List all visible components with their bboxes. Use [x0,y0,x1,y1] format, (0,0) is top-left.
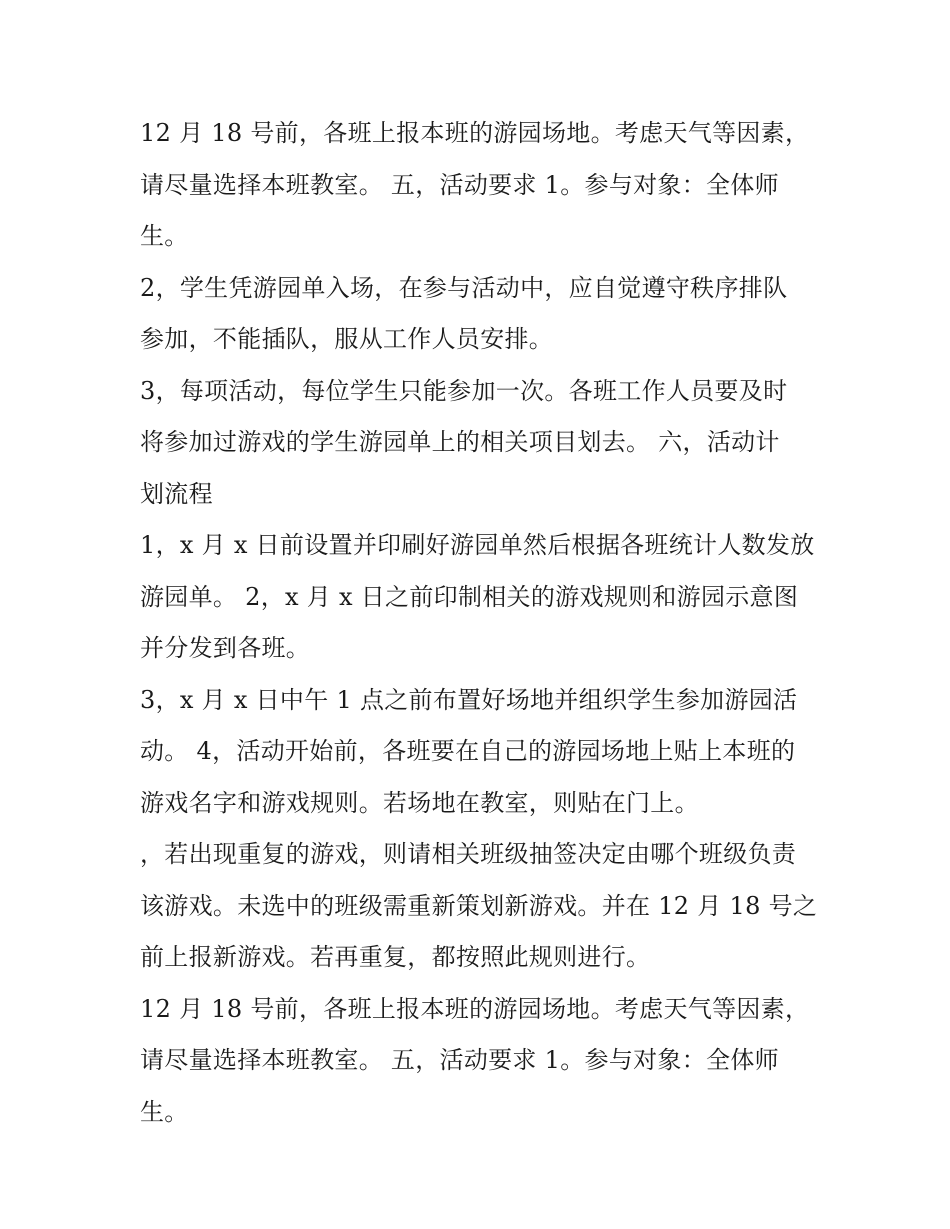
text-line: 生。 [140,222,189,250]
text-line: 3，每项活动，每位学生只能参加一次。各班工作人员要及时 [140,376,788,405]
text-line: 前上报新游戏。若再重复，都按照此规则进行。 [140,943,651,971]
text-line: 请尽量选择本班教室。 五，活动要求 1。参与对象：全体师 [140,1046,779,1074]
text-line: 游园单。 2，x 月 x 日之前印制相关的游戏规则和游园示意图 [140,582,799,611]
text-line: 动。 4，活动开始前，各班要在自己的游园场地上贴上本班的 [140,737,796,765]
text-line: 12 月 18 号前，各班上报本班的游园场地。考虑天气等因素， [140,119,810,147]
text-line: 3，x 月 x 日中午 1 点之前布置好场地并组织学生参加游园活 [140,685,798,714]
text-line: 12 月 18 号前，各班上报本班的游园场地。考虑天气等因素， [140,994,810,1023]
text-line: 生。 [140,1097,189,1126]
text-line: ，若出现重复的游戏，则请相关班级抽签决定由哪个班级负责 [140,840,797,868]
text-line: 该游戏。未选中的班级需重新策划新游戏。并在 12 月 18 号之 [140,891,818,920]
text-line: 并分发到各班。 [140,634,311,662]
text-line: 请尽量选择本班教室。 五，活动要求 1。参与对象：全体师 [140,170,779,199]
text-line: 2，学生凭游园单入场，在参与活动中，应自觉遵守秩序排队 [140,273,788,302]
text-line: 游戏名字和游戏规则。若场地在教室，则贴在门上。 [140,788,699,817]
text-line: 划流程 [140,479,213,508]
document-body [140,108,820,1138]
text-line: 将参加过游戏的学生游园单上的相关项目划去。 六，活动计 [140,428,780,456]
text-line: 1，x 月 x 日前设置并印刷好游园单然后根据各班统计人数发放 [140,531,815,559]
text-line: 参加，不能插队，服从工作人员安排。 [140,325,554,353]
